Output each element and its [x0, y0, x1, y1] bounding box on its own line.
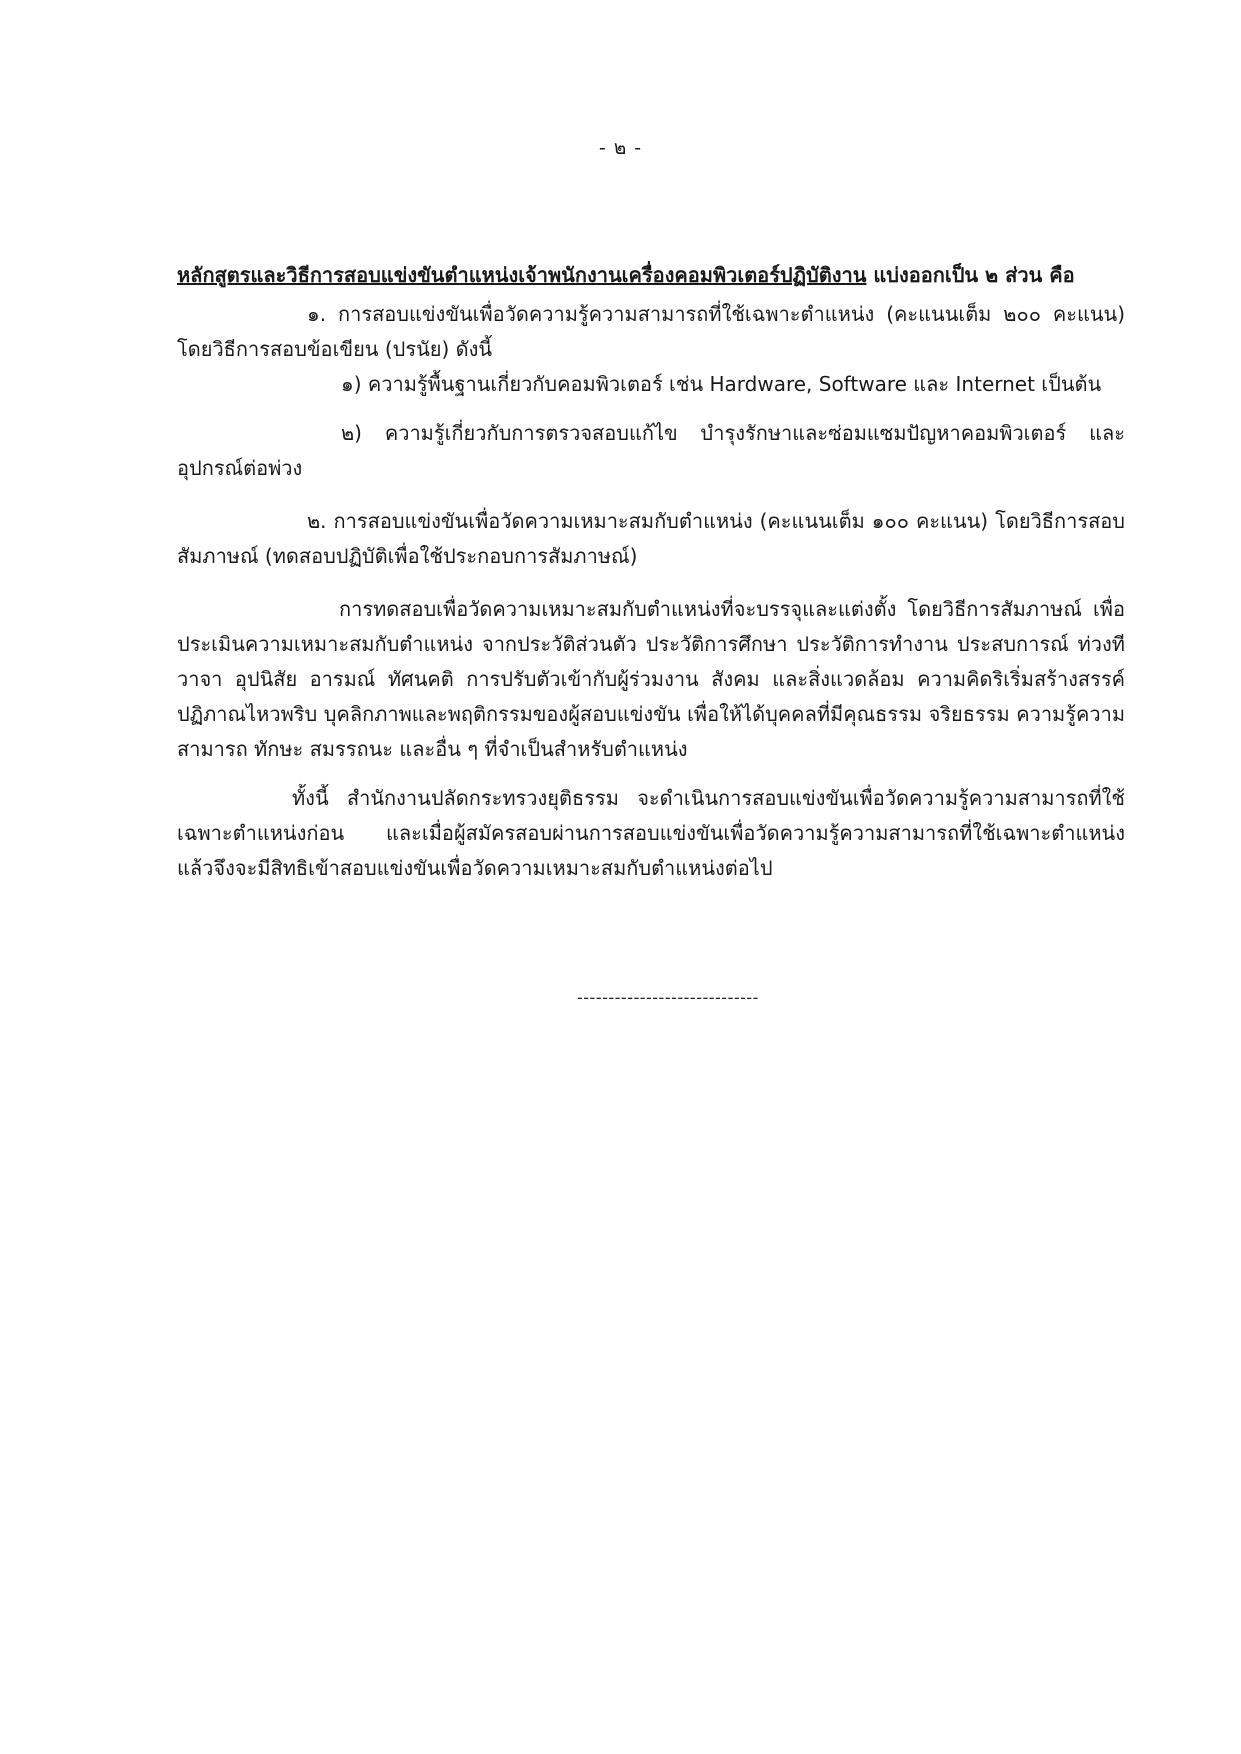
document-body	[177, 258, 1125, 886]
section-1-item-2: ๒) ความรู้เกี่ยวกับการตรวจสอบแก้ไข บำรุงรักษาและซ่อมแซมปัญหาคอมพิวเตอร์ และอุปกรณ์ต่อพ่วง	[177, 421, 1125, 480]
section-1-item-1: ๑) ความรู้พื้นฐานเกี่ยวกับคอมพิวเตอร์ เช่น Hardware, Software และ Internet เป็นต้น	[341, 372, 1102, 396]
interview-paragraph: การทดสอบเพื่อวัดความเหมาะสมกับตำแหน่งที่จะบรรจุและแต่งตั้ง โดยวิธีการสัมภาษณ์ เพื่อประเมินความเหมาะสมกับตำแหน่ง จากประวัติส่วนตัว ประวัติการศึกษา ประวัติการทำงาน ประสบการณ์ ท่วงทีวาจา อุปนิสัย อารมณ์ ทัศนคติ การปรับตัวเข้ากับผู้ร่วมงาน สังคม และสิ่งแวดล้อม ความคิดริเริ่มสร้างสรรค์ ปฏิภาณไหวพริบ บุคลิกภาพและพฤติกรรมของผู้สอบแข่งขัน เพื่อให้ได้บุคคลที่มีคุณธรรม จริยธรรม ความรู้ความสามารถ ทักษะ สมรรถนะ และอื่น ๆ ที่จำเป็นสำหรับตำแหน่ง	[177, 597, 1125, 761]
closing-paragraph: ทั้งนี้ สำนักงานปลัดกระทรวงยุติธรรม จะดำเนินการสอบแข่งขันเพื่อวัดความรู้ความสามารถที่ใช้เฉพาะตำแหน่งก่อน และเมื่อผู้สมัครสอบผ่านการสอบแข่งขันเพื่อวัดความรู้ความสามารถที่ใช้เฉพาะตำแหน่งแล้วจึงจะมีสิทธิเข้าสอบแข่งขันเพื่อวัดความเหมาะสมกับตำแหน่งต่อไป	[177, 786, 1125, 880]
document-heading	[177, 258, 1125, 293]
section-2-text: ๒. การสอบแข่งขันเพื่อวัดความเหมาะสมกับตำแหน่ง (คะแนนเต็ม ๑๐๐ คะแนน) โดยวิธีการสอบสัมภาษณ์ (ทดสอบปฏิบัติเพื่อใช้ประกอบการสัมภาษณ์)	[177, 509, 1125, 568]
heading-suffix: แบ่งออกเป็น ๒ ส่วน คือ	[866, 263, 1075, 287]
page-number: - ๒ -	[598, 137, 643, 159]
section-1-text: ๑. การสอบแข่งขันเพื่อวัดความรู้ความสามารถที่ใช้เฉพาะตำแหน่ง (คะแนนเต็ม ๒๐๐ คะแนน) โดยวิธีการสอบข้อเขียน (ปรนัย) ดังนี้	[177, 302, 1125, 361]
heading-underlined-title: หลักสูตรและวิธีการสอบแข่งขันตำแหน่งเจ้าพนักงานเครื่องคอมพิวเตอร์ปฏิบัติงาน	[177, 263, 867, 287]
end-divider-line: -----------------------------	[577, 988, 759, 1007]
